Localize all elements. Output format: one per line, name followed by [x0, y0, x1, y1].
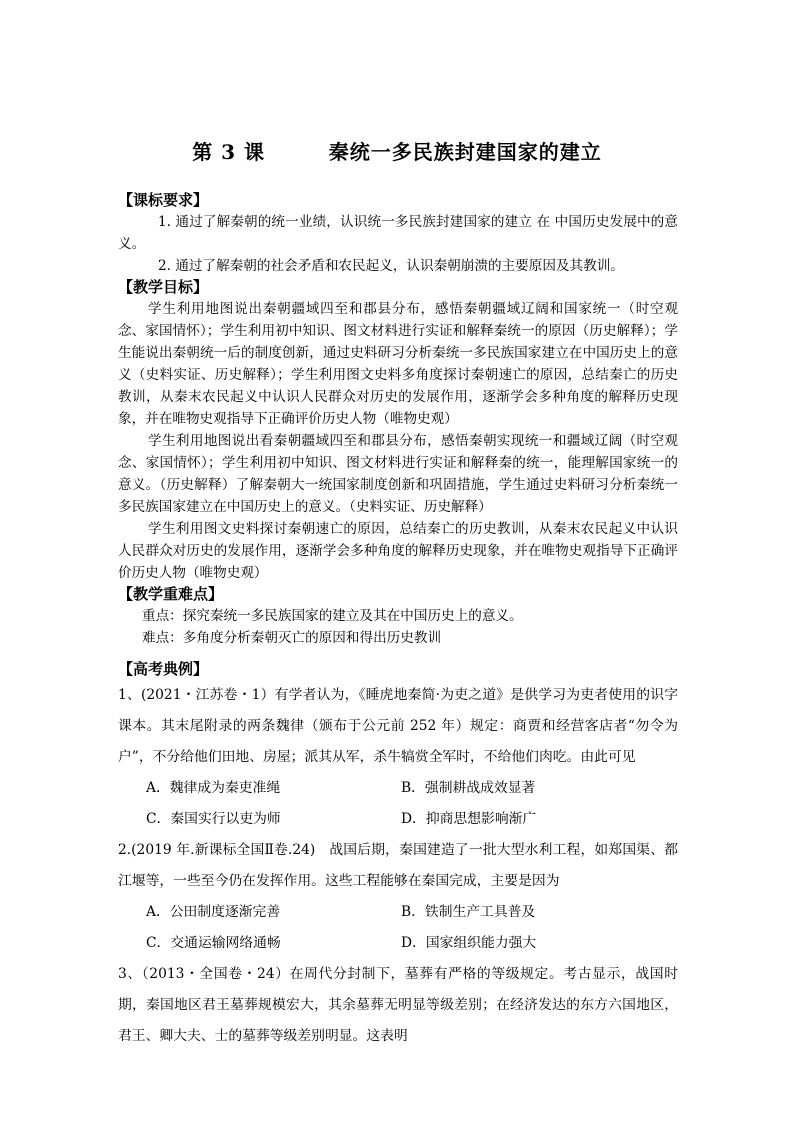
option-a: A．公田制度逐渐完善: [146, 904, 281, 920]
requirements-heading: 【课标要求】: [118, 191, 209, 209]
question-3: [118, 959, 678, 1052]
options-row: [118, 928, 678, 959]
question-2: [118, 835, 678, 959]
options-row: [118, 804, 678, 835]
objective-paragraph-1: 学生利用地图说出秦朝疆域四至和郡县分布，感悟秦朝疆域辽阔和国家统一（时空观念、家国情怀）；学生利用初中知识、图文材料进行实证和解释秦统一的原因（历史解释）；学生能说出秦朝统一后的制度创新，通过史料研习分析秦统一多民族国家建立在中国历史上的意义（史料实证、历史解释）；学生利用图文史料多角度探讨秦朝速亡的原因，总结秦亡的历史教训，从秦末农民起义中认识人民群众对历史的发展作用，逐渐学会多种角度的解释历史现象，并在唯物史观指导下正确评价历史人物（唯物史观）: [118, 301, 678, 427]
question-stem: 1、(2021・江苏卷・1）有学者认为，《睡虎地秦简·为吏之道》是供学习为吏者使用的识字课本。其末尾附录的两条魏律（颁布于公元前 252 年）规定：商贾和经营客店者“勿令为户”，不分给他们田地、房屋；派其从军，杀牛犒赏全军时，不给他们肉吃。由此可见: [118, 687, 678, 765]
gaokao-heading: 【高考典例】: [118, 660, 209, 678]
key-point-focus: 重点：探究秦统一多民族国家的建立及其在中国历史上的意义。: [142, 608, 523, 624]
options-row: [118, 897, 678, 928]
document-body: [118, 190, 678, 1052]
requirement-item-2: 2. 通过了解秦朝的社会矛盾和农民起义，认识秦朝崩溃的主要原因及其教训。: [158, 258, 624, 274]
lesson-title: 第 3 课 秦统一多民族封建国家的建立: [192, 140, 602, 164]
objective-paragraph-3: 学生利用图文史料探讨秦朝速亡的原因，总结秦亡的历史教训，从秦末农民起义中认识人民群众对历史的发展作用，逐渐学会多种角度的解释历史现象，并在唯物史观指导下正确评价历史人物（唯物史观）: [118, 521, 678, 581]
requirement-item-1: 1. 通过了解秦朝的统一业绩，认识统一多民族封建国家的建立 在 中国历史发展中的意义。: [118, 214, 678, 252]
objective-paragraph-2: 学生利用地图说出看秦朝疆域四至和郡县分布，感悟秦朝实现统一和疆域辽阔（时空观念、家国情怀）；学生利用初中知识、图文材料进行实证和解释秦的统一，能理解国家统一的意义。（历史解释）了解秦朝大一统国家制度创新和巩固措施，学生通过史料研习分析秦统一多民族国家建立在中国历史上的意义。（史料实证、历史解释）: [118, 433, 678, 515]
key-point-difficulty: 难点：多角度分析秦朝灭亡的原因和得出历史教训: [142, 630, 442, 646]
objectives-heading: 【教学目标】: [118, 278, 209, 296]
option-a: A．魏律成为秦吏准绳: [146, 780, 281, 796]
options-row: [118, 773, 678, 804]
question-stem: 3、（2013・全国卷・24）在周代分封制下，墓葬有严格的等级规定。考古显示，战国时期，秦国地区君王墓葬规模宏大，其余墓葬无明显等级差别；在经济发达的东方六国地区，君王、卿大夫、士的墓葬等级差别明显。这表明: [118, 966, 678, 1044]
option-d: D．国家组织能力强大: [401, 935, 537, 951]
question-stem: 2.(2019 年.新课标全国Ⅱ卷.24) 战国后期，秦国建造了一批大型水利工程，如郑国渠、都江堰等，一些至今仍在发挥作用。这些工程能够在秦国完成，主要是因为: [118, 842, 678, 889]
option-b: B．铁制生产工具普及: [401, 904, 536, 920]
key-points-heading: 【教学重难点】: [118, 585, 224, 603]
question-1: [118, 680, 678, 835]
option-b: B．强制耕战成效显著: [401, 780, 536, 796]
option-c: C．秦国实行以吏为师: [146, 811, 281, 827]
option-c: C．交通运输网络通畅: [146, 935, 281, 951]
option-d: D．抑商思想影响渐广: [401, 811, 537, 827]
